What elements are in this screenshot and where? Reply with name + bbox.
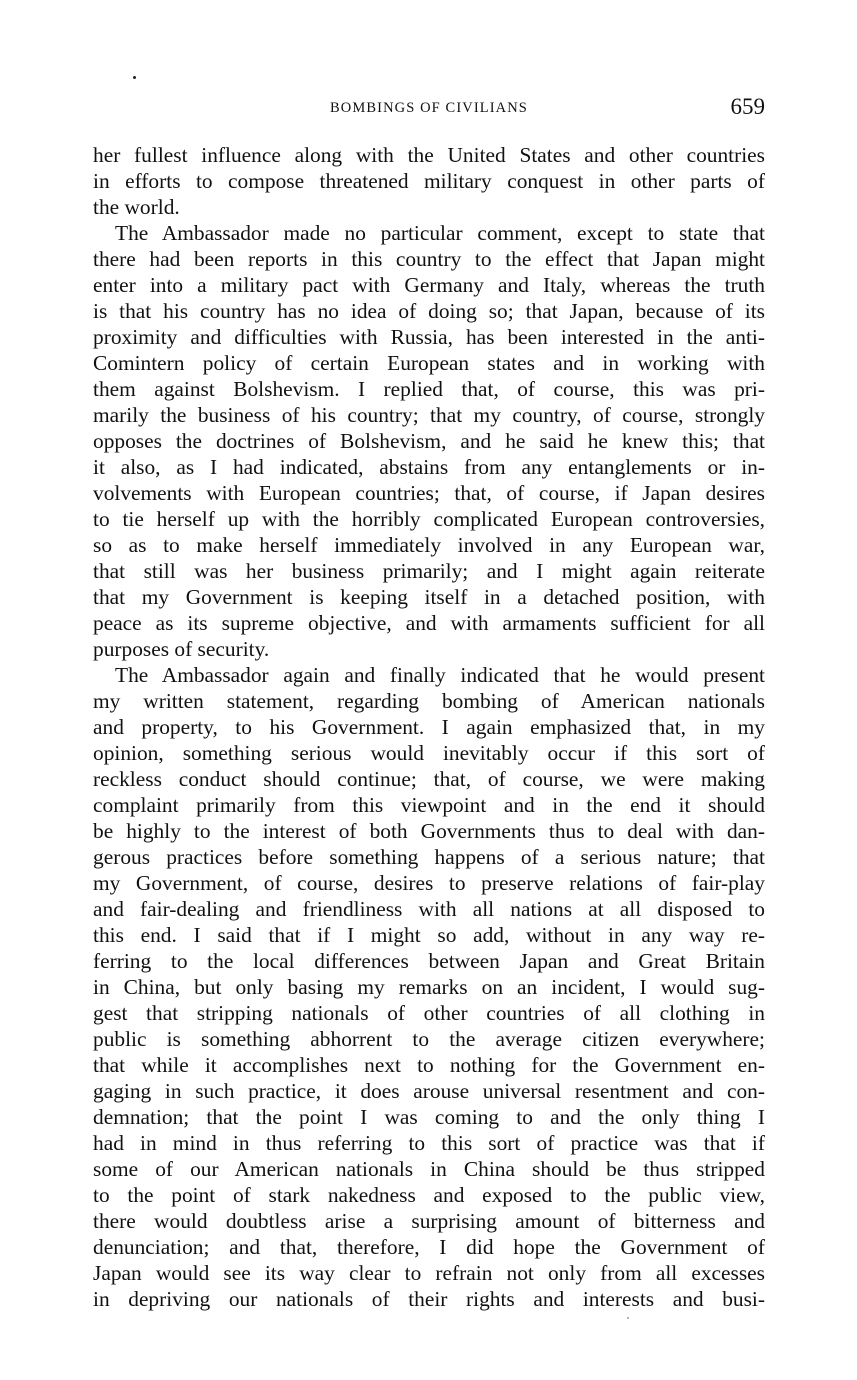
text-line: public is something abhorrent to the average citizen everywhere; bbox=[93, 1027, 765, 1051]
text-line: my Government, of course, desires to preserve relations of fair-play bbox=[93, 871, 765, 895]
text-line: had in mind in thus referring to this sort of practice was that if bbox=[93, 1131, 765, 1155]
text-line: is that his country has no idea of doing so; that Japan, because of its bbox=[93, 299, 765, 323]
text-line: purposes of security. bbox=[93, 637, 270, 661]
text-line: that my Government is keeping itself in a detached position, with bbox=[93, 585, 765, 609]
page-speck bbox=[627, 1317, 629, 1319]
text-line: enter into a military pact with Germany and Italy, whereas the truth bbox=[93, 273, 765, 297]
text-line: in depriving our nationals of their rights and interests and busi- bbox=[93, 1287, 765, 1311]
text-line: in efforts to compose threatened military conquest in other parts of bbox=[93, 169, 765, 193]
text-line: some of our American nationals in China should be thus stripped bbox=[93, 1157, 765, 1181]
text-line: reckless conduct should continue; that, of course, we were making bbox=[93, 767, 765, 791]
text-line: them against Bolshevism. I replied that, of course, this was pri- bbox=[93, 377, 765, 401]
text-line: this end. I said that if I might so add, without in any way re- bbox=[93, 923, 765, 947]
text-line: the world. bbox=[93, 195, 180, 219]
page-number: 659 bbox=[730, 94, 765, 119]
text-line: Japan would see its way clear to refrain not only from all excesses bbox=[93, 1261, 765, 1285]
text-line: my written statement, regarding bombing of American nationals bbox=[93, 689, 765, 713]
text-line: marily the business of his country; that my country, of course, strongly bbox=[93, 403, 765, 427]
text-line: gaging in such practice, it does arouse universal resentment and con- bbox=[93, 1079, 765, 1103]
paragraph bbox=[93, 662, 765, 1312]
text-line: ferring to the local differences between Japan and Great Britain bbox=[93, 949, 765, 973]
text-line: it also, as I had indicated, abstains from any entanglements or in- bbox=[93, 455, 765, 479]
text-line: The Ambassador made no particular comment, except to state that bbox=[115, 221, 765, 245]
text-line: proximity and difficulties with Russia, has been interested in the anti- bbox=[93, 325, 765, 349]
text-line: opposes the doctrines of Bolshevism, and he said he knew this; that bbox=[93, 429, 765, 453]
text-line: peace as its supreme objective, and with armaments sufficient for all bbox=[93, 611, 765, 635]
text-line: in China, but only basing my remarks on an incident, I would sug- bbox=[93, 975, 765, 999]
text-line: complaint primarily from this viewpoint and in the end it should bbox=[93, 793, 765, 817]
text-line: that while it accomplishes next to nothing for the Government en- bbox=[93, 1053, 765, 1077]
text-line: to tie herself up with the horribly complicated European controversies, bbox=[93, 507, 765, 531]
text-line: The Ambassador again and finally indicated that he would present bbox=[115, 663, 765, 687]
running-header bbox=[93, 94, 765, 124]
running-title: BOMBINGS OF CIVILIANS bbox=[330, 100, 528, 116]
text-line: that still was her business primarily; and I might again reiterate bbox=[93, 559, 765, 583]
text-line: and fair-dealing and friendliness with all nations at all disposed to bbox=[93, 897, 765, 921]
text-line: opinion, something serious would inevitably occur if this sort of bbox=[93, 741, 765, 765]
paragraph bbox=[93, 142, 765, 220]
text-line: there had been reports in this country to the effect that Japan might bbox=[93, 247, 765, 271]
text-line: demnation; that the point I was coming to and the only thing I bbox=[93, 1105, 765, 1129]
text-line: so as to make herself immediately involved in any European war, bbox=[93, 533, 765, 557]
text-line: gest that stripping nationals of other countries of all clothing in bbox=[93, 1001, 765, 1025]
text-line: volvements with European countries; that, of course, if Japan desires bbox=[93, 481, 765, 505]
text-line: denunciation; and that, therefore, I did hope the Government of bbox=[93, 1235, 765, 1259]
text-line: be highly to the interest of both Governments thus to deal with dan- bbox=[93, 819, 765, 843]
text-line: and property, to his Government. I again emphasized that, in my bbox=[93, 715, 765, 739]
paragraph bbox=[93, 220, 765, 662]
text-line: her fullest influence along with the United States and other countries bbox=[93, 143, 765, 167]
text-line: to the point of stark nakedness and exposed to the public view, bbox=[93, 1183, 765, 1207]
text-line: Comintern policy of certain European states and in working with bbox=[93, 351, 765, 375]
text-line: gerous practices before something happens of a serious nature; that bbox=[93, 845, 765, 869]
body-text bbox=[93, 142, 765, 1312]
text-line: there would doubtless arise a surprising amount of bitterness and bbox=[93, 1209, 765, 1233]
printer-mark bbox=[133, 76, 136, 79]
